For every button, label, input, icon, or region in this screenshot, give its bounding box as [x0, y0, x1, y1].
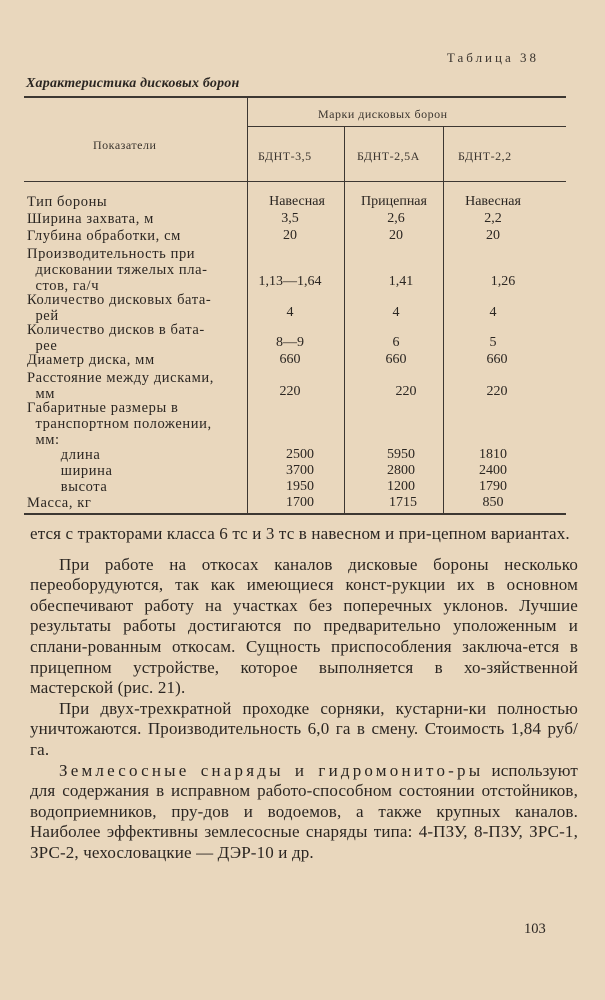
paragraph-productivity: При двух-трехкратной проходке сорняки, кустарни-ки полностью уничтожаются. Производительность 6,0 га в смену. Стоимость 1,84 руб/га.: [30, 698, 578, 759]
cell-width-bdnt25a: 2,6: [387, 211, 405, 226]
page-number: 103: [524, 921, 546, 937]
cell-discs-bdnt35: 8—9: [276, 335, 304, 350]
table-bottom-rule: [24, 513, 566, 515]
row-label-type: Тип бороны: [27, 194, 108, 210]
brands-underline: [247, 126, 566, 127]
cell-mass-bdnt35: 1700: [286, 495, 314, 510]
cell-discs-bdnt22: 5: [489, 335, 497, 350]
column-header-2: БДНТ-2,5А: [357, 149, 420, 163]
cell-productivity-bdnt25a: 1,41: [388, 274, 414, 289]
cell-height-bdnt22: 1790: [479, 479, 507, 494]
cell-type-bdnt35: Навесная: [269, 194, 325, 209]
cell-breadth-bdnt25a: 2800: [387, 463, 415, 478]
cell-width-bdnt22: 2,2: [484, 211, 502, 226]
cell-diameter-bdnt25a: 660: [385, 352, 407, 367]
cell-length-bdnt22: 1810: [479, 447, 507, 462]
row-label-mass: Масса, кг: [27, 495, 92, 511]
column-header-1: БДНТ-3,5: [258, 149, 312, 163]
indicators-header: Показатели: [93, 138, 157, 152]
row-label-diameter: Диаметр диска, мм: [27, 352, 155, 368]
cell-diameter-bdnt35: 660: [279, 352, 301, 367]
brand-divider-1: [344, 126, 345, 181]
paragraph-continuation: ется с тракторами класса 6 тс и 3 тс в навесном и при-цепном вариантах.: [30, 524, 570, 543]
paragraph-slopes: При работе на откосах каналов дисковые бороны несколько переоборудуются, так как имеющиеся конст-рукции их в основном обеспечивают работу на участках без поперечных уклонов. Лучшие результаты работы достигаются по предварительно уположенным и сплани-рованным откосам. Сущность приспособления заключа-ется в прицепном устройстве, которое выполняется в хо-зяйственной мастерской (рис. 21).: [30, 554, 578, 698]
cell-width-bdnt35: 3,5: [281, 211, 299, 226]
cell-distance-bdnt25a: 220: [395, 384, 417, 399]
cell-breadth-bdnt35: 3700: [286, 463, 314, 478]
row-label-breadth: ширина: [27, 463, 113, 479]
table-caption: Характеристика дисковых борон: [26, 76, 240, 91]
cell-productivity-bdnt22: 1,26: [490, 274, 516, 289]
row-label-distance: Расстояние между дисками, мм: [27, 370, 215, 402]
row-label-length: длина: [27, 447, 101, 463]
cell-discs-bdnt25a: 6: [392, 335, 400, 350]
cell-depth-bdnt35: 20: [283, 228, 297, 243]
cell-batteries-bdnt25a: 4: [392, 305, 400, 320]
cell-batteries-bdnt35: 4: [286, 305, 294, 320]
table-number: Таблица 38: [446, 50, 539, 65]
cell-type-bdnt22: Навесная: [465, 194, 521, 209]
cell-breadth-bdnt22: 2400: [479, 463, 507, 478]
cell-productivity-bdnt35: 1,13—1,64: [258, 274, 322, 289]
brands-header: Марки дисковых борон: [318, 107, 448, 121]
row-label-depth: Глубина обработки, см: [27, 228, 181, 244]
column-header-3: БДНТ-2,2: [458, 149, 512, 163]
brand-divider-2: [443, 126, 444, 181]
cell-length-bdnt25a: 5950: [387, 447, 415, 462]
cell-distance-bdnt22: 220: [486, 384, 508, 399]
cell-depth-bdnt25a: 20: [389, 228, 403, 243]
cell-type-bdnt25a: Прицепная: [361, 194, 427, 209]
header-column-divider: [247, 97, 248, 181]
header-bottom-rule: [24, 181, 566, 182]
cell-batteries-bdnt22: 4: [489, 305, 497, 320]
cell-height-bdnt25a: 1200: [387, 479, 415, 494]
cell-distance-bdnt35: 220: [279, 384, 301, 399]
row-label-productivity: Производительность при дисковании тяжелых пла- стов, га/ч: [27, 246, 208, 294]
cell-mass-bdnt25a: 1715: [389, 495, 417, 510]
cell-length-bdnt35: 2500: [286, 447, 314, 462]
cell-height-bdnt35: 1950: [286, 479, 314, 494]
body-text: [30, 524, 578, 864]
cell-depth-bdnt22: 20: [486, 228, 500, 243]
row-label-height: высота: [27, 479, 108, 495]
dredgers-text: используют для содержания в исправном работо-способном состоянии отстойников, водоприемников, пру-дов и водоемов, а также крупных каналов. Наиболее эффективны землесосные снаряды типа: 4-ПЗУ, 8-ПЗУ, ЗРС-1, ЗРС-2, чехословацкие — ДЭР-10 и др.: [30, 760, 578, 862]
row-label-batteries: Количество дисковых бата- рей: [27, 292, 212, 324]
cell-mass-bdnt22: 850: [482, 495, 504, 510]
dredgers-lead: Землесосные снаряды и гидромонито-ры: [59, 760, 484, 780]
cell-diameter-bdnt22: 660: [486, 352, 508, 367]
paragraph-dredgers: [30, 761, 578, 864]
row-label-discs: Количество дисков в бата- рее: [27, 322, 205, 354]
table-top-rule: [24, 96, 566, 98]
row-label-width: Ширина захвата, м: [27, 211, 154, 227]
row-label-dimensions: Габаритные размеры в транспортном положении, мм:: [27, 400, 212, 448]
